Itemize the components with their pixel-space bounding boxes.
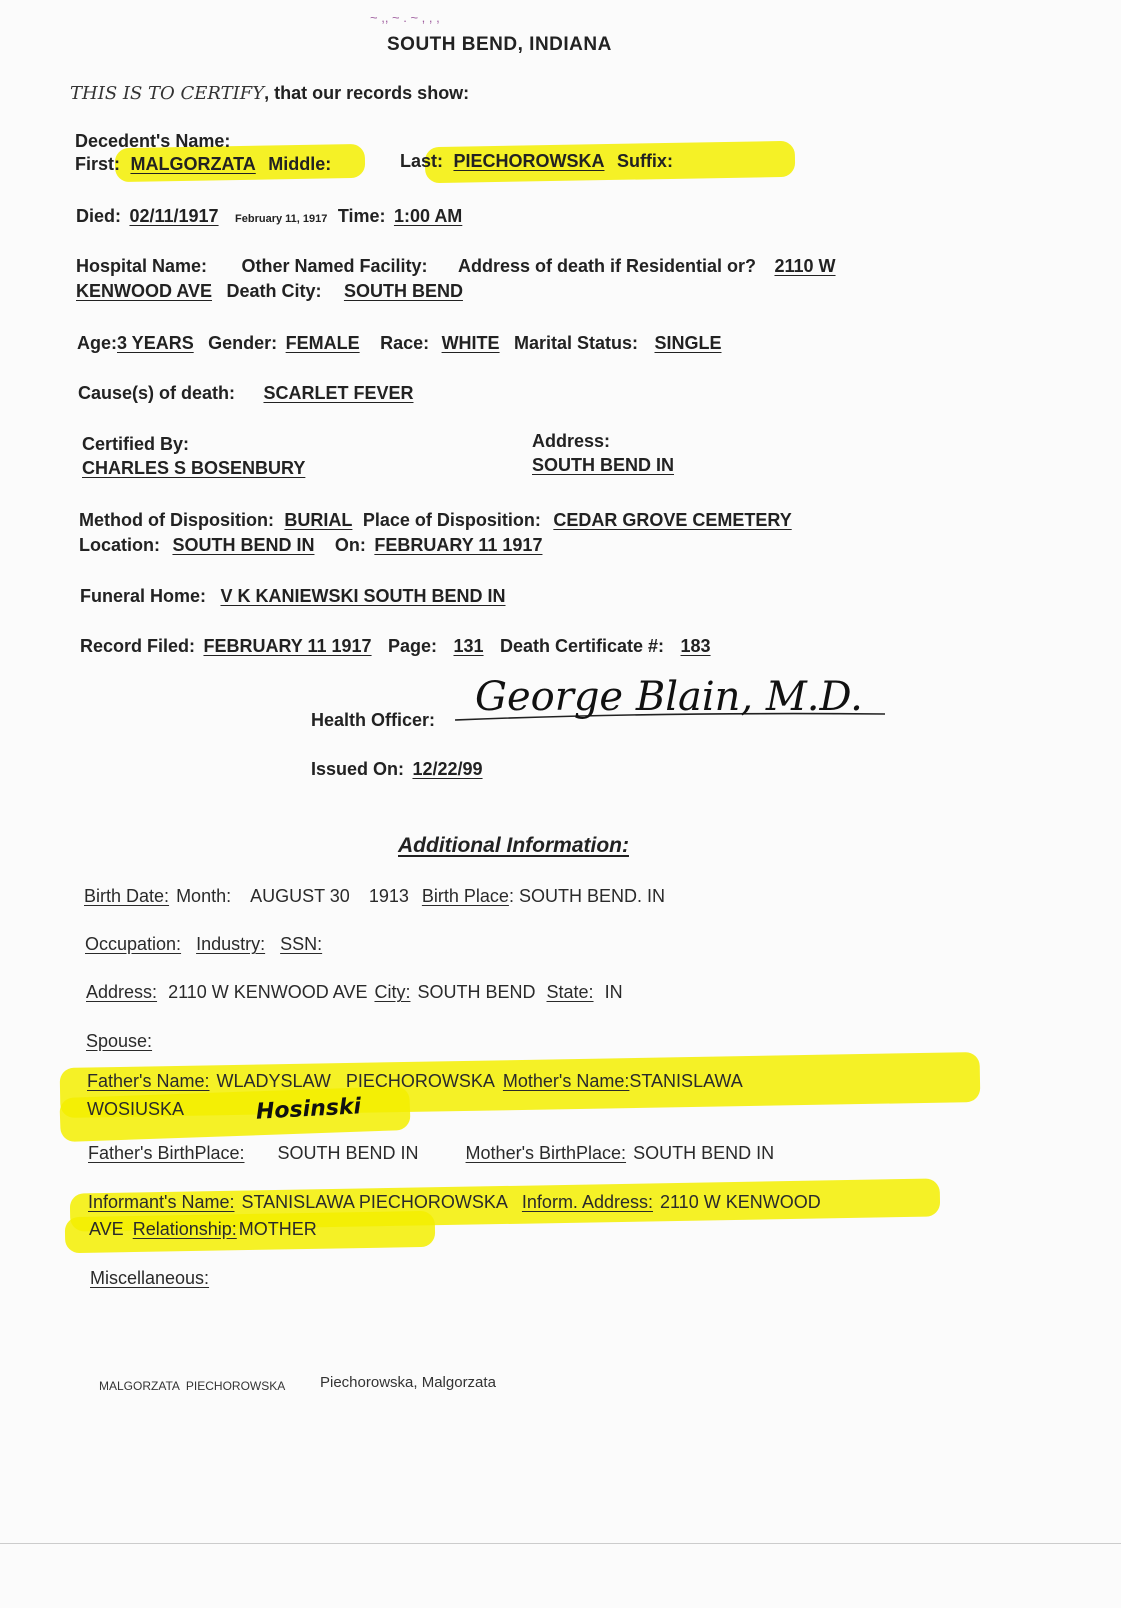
gender-label: Gender:: [208, 333, 278, 353]
birth-place-label: Birth Place: [421, 886, 509, 906]
address-death-1: 2110 W: [774, 256, 836, 276]
death-city: SOUTH BEND: [343, 281, 463, 301]
method-value: BURIAL: [284, 510, 353, 530]
last-label: Last:: [400, 151, 444, 171]
mother-name-1: STANISLAWA: [629, 1071, 743, 1091]
place-value: CEDAR GROVE CEMETERY: [553, 510, 792, 530]
inform-addr-2: AVE: [89, 1219, 124, 1239]
ssn-label: SSN:: [280, 934, 323, 954]
birth-date-label: Birth Date:: [84, 886, 170, 906]
signature-image: [445, 660, 895, 740]
cause-value: SCARLET FEVER: [263, 383, 414, 403]
on-value: FEBRUARY 11 1917: [374, 535, 543, 555]
address-row: [86, 982, 623, 1003]
died-label: Died:: [76, 206, 121, 226]
death-city-row: [76, 281, 463, 302]
certified-address-label: Address:: [532, 431, 611, 451]
mother-name-2: WOSIUSKA: [87, 1099, 185, 1119]
spouse-label: Spouse:: [86, 1031, 153, 1051]
additional-heading: Additional Information:: [398, 834, 629, 857]
city-label: City:: [374, 982, 411, 1002]
informant-label: Informant's Name:: [88, 1192, 235, 1212]
page-label: Page:: [388, 636, 438, 656]
father-bp: SOUTH BEND IN: [277, 1143, 419, 1163]
death-city-label: Death City:: [226, 281, 322, 301]
died-text: February 11, 1917: [235, 213, 328, 225]
informant-row: [88, 1192, 821, 1213]
died-row: [76, 206, 462, 227]
page-value: 131: [453, 636, 484, 656]
mother-row-2: [87, 1099, 184, 1120]
location-value: SOUTH BEND IN: [172, 535, 315, 555]
certified-address: SOUTH BEND IN: [532, 455, 675, 475]
filed-label: Record Filed:: [80, 636, 196, 656]
bottom-rule: [0, 1543, 1121, 1544]
state-value: IN: [604, 982, 623, 1002]
location-label: Location:: [79, 535, 160, 555]
birth-date: AUGUST 30: [250, 886, 350, 906]
issued-value: 12/22/99: [412, 759, 483, 779]
address-label: Address:: [86, 982, 158, 1002]
signature-text: George Blain, M.D.: [475, 674, 863, 720]
funeral-row: [80, 586, 506, 607]
birth-place: : SOUTH BEND. IN: [508, 886, 665, 906]
industry-label: Industry:: [196, 934, 266, 954]
address-value: 2110 W KENWOOD AVE: [168, 982, 368, 1002]
first-label: First:: [75, 154, 120, 174]
footer-name-caps: MALGORZATA PIECHOROWSKA: [99, 1379, 286, 1393]
cause-label: Cause(s) of death:: [78, 383, 236, 403]
issued-label: Issued On:: [311, 759, 405, 779]
on-label: On:: [334, 535, 366, 555]
age-label: Age:: [77, 333, 117, 353]
relationship-value: MOTHER: [238, 1219, 317, 1239]
facility-label: Other Named Facility:: [241, 256, 428, 276]
location-row: [79, 535, 542, 556]
certified-by: CHARLES S BOSENBURY: [82, 458, 306, 478]
cert-value: 183: [680, 636, 711, 656]
occupation-label: Occupation:: [85, 934, 182, 954]
method-row: [79, 510, 792, 531]
relationship-label: Relationship:: [132, 1219, 237, 1239]
certify-line: [70, 83, 469, 104]
first-name: MALGORZATA: [130, 154, 256, 174]
city-state-title: SOUTH BEND, INDIANA: [387, 34, 612, 55]
middle-label: Middle:: [268, 154, 332, 174]
city-value: SOUTH BEND: [417, 982, 536, 1002]
time-value: 1:00 AM: [393, 206, 463, 226]
marital-label: Marital Status:: [514, 333, 639, 353]
footer-name-index: Piechorowska, Malgorzata: [320, 1374, 496, 1391]
age-row: [77, 333, 722, 354]
inform-addr-1: 2110 W KENWOOD: [660, 1192, 821, 1212]
cert-label: Death Certificate #:: [500, 636, 665, 656]
marital-value: SINGLE: [654, 333, 722, 353]
mother-label: Mother's Name:: [502, 1071, 630, 1091]
father-name: WLADYSLAW PIECHOROWSKA: [216, 1071, 494, 1091]
cause-row: [78, 383, 414, 404]
method-label: Method of Disposition:: [79, 510, 274, 530]
month-label: Month:: [176, 886, 232, 906]
funeral-value: V K KANIEWSKI SOUTH BEND IN: [220, 586, 506, 606]
suffix-label: Suffix:: [616, 151, 673, 171]
mother-bp: SOUTH BEND IN: [633, 1143, 775, 1163]
place-label: Place of Disposition:: [362, 510, 541, 530]
address-death-2: KENWOOD AVE: [76, 281, 213, 301]
relationship-row: [89, 1219, 317, 1240]
informant-name: STANISLAWA PIECHOROWSKA: [241, 1192, 507, 1212]
record-row: [80, 636, 711, 657]
mother-handwritten: Hosinski: [255, 1094, 362, 1125]
occupation-row: [85, 934, 322, 955]
birth-row: [84, 886, 665, 907]
hospital-label: Hospital Name:: [76, 256, 208, 276]
state-label: State:: [546, 982, 594, 1002]
last-name: PIECHOROWSKA: [453, 151, 605, 171]
died-date: 02/11/1917: [129, 206, 219, 226]
birthplace-row: [88, 1143, 774, 1164]
certify-rest: , that our records show:: [264, 83, 470, 103]
mother-bp-label: Mother's BirthPlace:: [465, 1143, 627, 1163]
inform-addr-label: Inform. Address:: [521, 1192, 653, 1212]
name-row: [75, 154, 331, 175]
funeral-label: Funeral Home:: [80, 586, 207, 606]
filed-value: FEBRUARY 11 1917: [203, 636, 372, 656]
certify-script: THIS IS TO CERTIFY: [70, 83, 265, 104]
father-label: Father's Name:: [87, 1071, 210, 1091]
health-officer-label: Health Officer:: [311, 710, 436, 730]
father-row: [87, 1071, 743, 1092]
birth-year: 1913: [368, 886, 409, 906]
race-value: WHITE: [441, 333, 500, 353]
top-stub: ~ ,, ~ . ~ , , ,: [370, 10, 440, 25]
time-label: Time:: [337, 206, 386, 226]
decedent-label: Decedent's Name:: [75, 131, 231, 151]
father-bp-label: Father's BirthPlace:: [88, 1143, 245, 1163]
last-row: [400, 151, 673, 172]
age-value: 3 YEARS: [117, 333, 194, 353]
address-death-label: Address of death if Residential or?: [457, 256, 757, 276]
race-label: Race:: [380, 333, 430, 353]
certified-by-label: Certified By:: [82, 434, 190, 454]
issued-row: [311, 759, 483, 780]
gender-value: FEMALE: [285, 333, 360, 353]
hospital-row: [76, 256, 836, 277]
misc-label: Miscellaneous:: [90, 1268, 210, 1288]
